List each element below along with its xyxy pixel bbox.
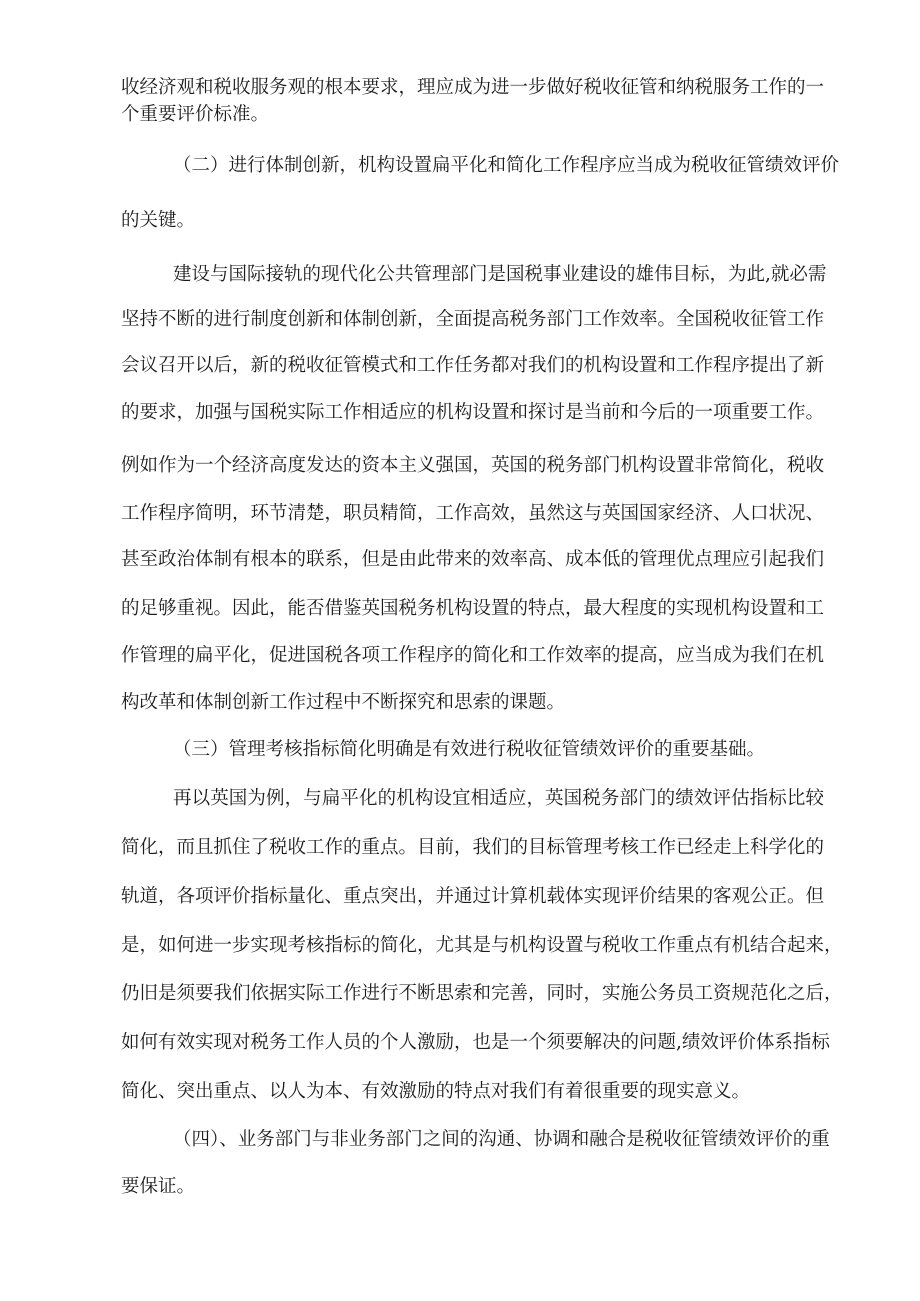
paragraph-6-line-1: （四）、业务部门与非业务部门之间的沟通、协调和融合是税收征管绩效评价的重 xyxy=(173,1129,830,1150)
paragraph-4-line-1: （三）管理考核指标简化明确是有效进行税收征管绩效评价的重要基础。 xyxy=(173,739,766,760)
paragraph-3-line-4: 的要求，加强与国税实际工作相适应的机构设置和探讨是当前和今后的一项重要工作。 xyxy=(121,402,825,423)
paragraph-3-line-6: 工作程序简明，环节清楚，职员精简，工作高效，虽然这与英国国家经济、人口状况、 xyxy=(121,503,825,524)
paragraph-3-line-2: 坚持不断的进行制度创新和体制创新，全面提高税务部门工作效率。全国税收征管工作 xyxy=(121,309,825,330)
paragraph-2-line-1: （二）进行体制创新，机构设置扁平化和简化工作程序应当成为税收征管绩效评价 xyxy=(173,155,840,176)
paragraph-1-line-1: 收经济观和税收服务观的根本要求，理应成为进一步做好税收征管和纳税服务工作的一 xyxy=(121,77,825,98)
paragraph-3-line-10: 构改革和体制创新工作过程中不断探究和思索的课题。 xyxy=(121,692,566,713)
paragraph-5-line-3: 轨道，各项评价指标量化、重点突出，并通过计算机载体实现评价结果的客观公正。但 xyxy=(121,886,825,907)
paragraph-3-line-9: 作管理的扁平化，促进国税各项工作程序的简化和工作效率的提高，应当成为我们在机 xyxy=(121,645,825,666)
paragraph-2-line-2: 的关键。 xyxy=(121,210,196,231)
paragraph-1-line-2: 个重要评价标准。 xyxy=(121,104,270,125)
paragraph-5-line-2: 简化，而且抓住了税收工作的重点。目前，我们的目标管理考核工作已经走上科学化的 xyxy=(121,837,825,858)
paragraph-3-line-1: 建设与国际接轨的现代化公共管理部门是国税事业建设的雄伟目标，为此,就必需 xyxy=(173,264,827,285)
paragraph-5-line-4: 是，如何进一步实现考核指标的简化，尤其是与机构设置与税收工作重点有机结合起来， xyxy=(121,935,843,956)
paragraph-3-line-7: 甚至政治体制有根本的联系，但是由此带来的效率高、成本低的管理优点理应引起我们 xyxy=(121,549,825,570)
paragraph-3-line-8: 的足够重视。因此，能否借鉴英国税务机构设置的特点，最大程度的实现机构设置和工 xyxy=(121,598,825,619)
paragraph-5-line-6: 如何有效实现对税务工作人员的个人激励，也是一个须要解决的问题,绩效评价体系指标 xyxy=(121,1032,830,1053)
paragraph-3-line-5: 例如作为一个经济高度发达的资本主义强国，英国的税务部门机构设置非常简化，税收 xyxy=(121,455,825,476)
paragraph-5-line-7: 简化、突出重点、以人为本、有效激励的特点对我们有着很重要的现实意义。 xyxy=(121,1081,751,1102)
paragraph-6-line-2: 要保证。 xyxy=(121,1176,196,1197)
paragraph-5-line-5: 仍旧是须要我们依据实际工作进行不断思索和完善，同时，实施公务员工资规范化之后， xyxy=(121,983,843,1004)
paragraph-5-line-1: 再以英国为例，与扁平化的机构设宜相适应，英国税务部门的绩效评估指标比较 xyxy=(173,788,824,809)
paragraph-3-line-3: 会议召开以后，新的税收征管模式和工作任务都对我们的机构设置和工作程序提出了新 xyxy=(121,355,825,376)
